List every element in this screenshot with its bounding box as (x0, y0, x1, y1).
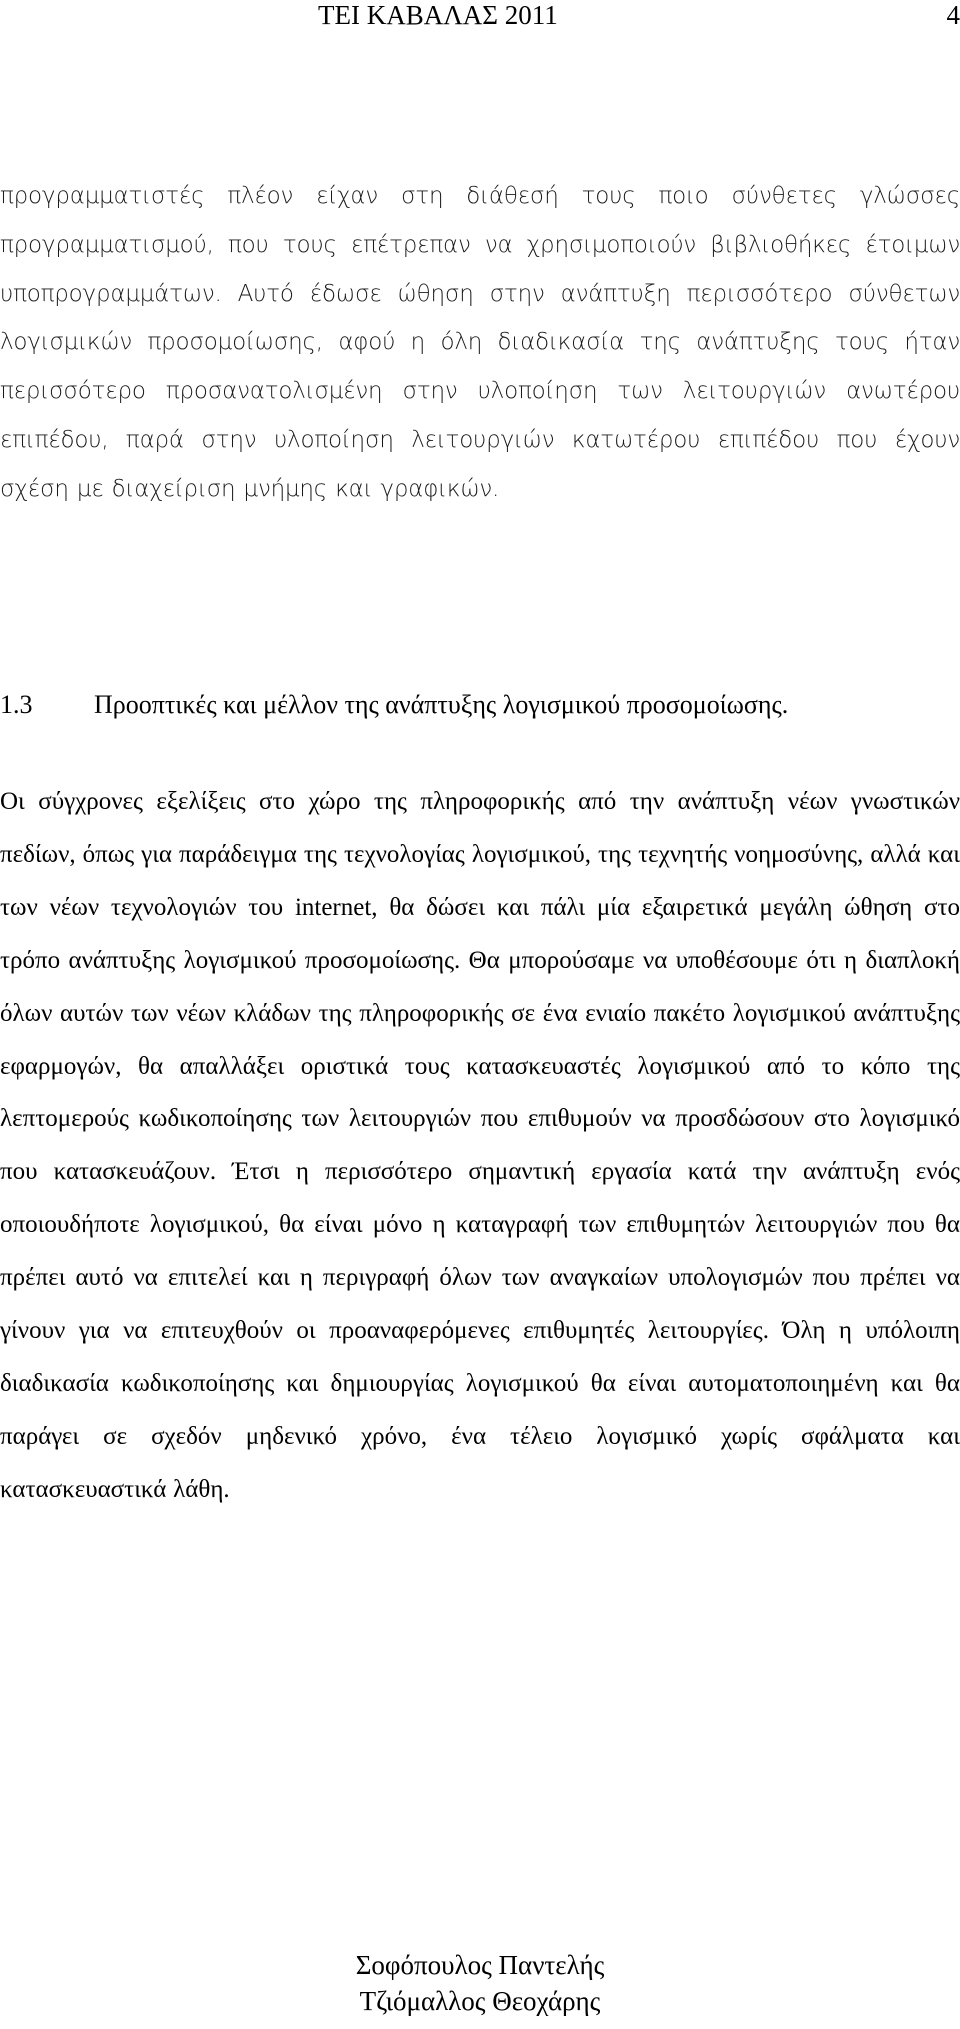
main-paragraph: Οι σύγχρονες εξελίξεις στο χώρο της πληροφορικής από την ανάπτυξη νέων γνωστικών πεδίων, όπως για παράδειγμα της τεχνολογίας λογισμικού, της τεχνητής νοημοσύνης, αλλά και των νέων τεχνολογιών του internet, θα δώσει και πάλι μία εξαιρετικά μεγάλη ώθηση στο τρόπο ανάπτυξης λογισμικού προσομοίωσης. Θα μπορούσαμε να υποθέσουμε ότι η διαπλοκή όλων αυτών των νέων κλάδων της πληροφορικής σε ένα ενιαίο πακέτο λογισμικού ανάπτυξης εφαρμογών, θα απαλλάξει οριστικά τους κατασκευαστές λογισμικού από το κόπο της λεπτομερούς κωδικοποίησης των λειτουργιών που επιθυμούν να προσδώσουν στο λογισμικό που κατασκευάζουν. Έτσι η περισσότερο σημαντική εργασία κατά την ανάπτυξη ενός οποιουδήποτε λογισμικού, θα είναι μόνο η καταγραφή των επιθυμητών λειτουργιών που θα πρέπει αυτό να επιτελεί και η περιγραφή όλων των αναγκαίων υπολογισμών που πρέπει να γίνουν για να επιτευχθούν οι προαναφερόμενες επιθυμητές λειτουργίες. Όλη η υπόλοιπη διαδικασία κωδικοποίησης και δημιουργίας λογισμικού θα είναι αυτοματοποιημένη και θα παράγει σε σχεδόν μηδενικό χρόνο, ένα τέλειο λογισμικό χωρίς σφάλματα και κατασκευαστικά λάθη. (0, 788, 960, 1503)
section-number: 1.3 (0, 690, 33, 719)
header-title: ΤΕΙ ΚΑΒΑΛΑΣ 2011 (318, 0, 558, 30)
page-number: 4 (946, 0, 960, 30)
footer-author-2: Τζιόμαλλος Θεοχάρης (359, 1986, 601, 2016)
page-header (0, 0, 960, 34)
section-heading (0, 685, 960, 725)
page-footer (0, 1947, 960, 2019)
section-title: Προοπτικές και μέλλον της ανάπτυξης λογισμικού προσομοίωσης. (94, 690, 789, 719)
intro-paragraph: προγραμματιστές πλέον είχαν στη διάθεσή τους ποιο σύνθετες γλώσσες προγραμματισμού, που τους επέτρεπαν να χρησιμοποιούν βιβλιοθήκες έτοιμων υποπρογραμμάτων. Αυτό έδωσε ώθηση στην ανάπτυξη περισσότερο σύνθετων λογισμικών προσομοίωσης, αφού η όλη διαδικασία της ανάπτυξης τους ήταν περισσότερο προσανατολισμένη στην υλοποίηση των λειτουργιών ανωτέρου επιπέδου, παρά στην υλοποίηση λειτουργιών κατωτέρου επιπέδου που έχουν σχέση με διαχείριση μνήμης και γραφικών. (0, 183, 960, 502)
footer-author-1: Σοφόπουλος Παντελής (355, 1950, 605, 1980)
